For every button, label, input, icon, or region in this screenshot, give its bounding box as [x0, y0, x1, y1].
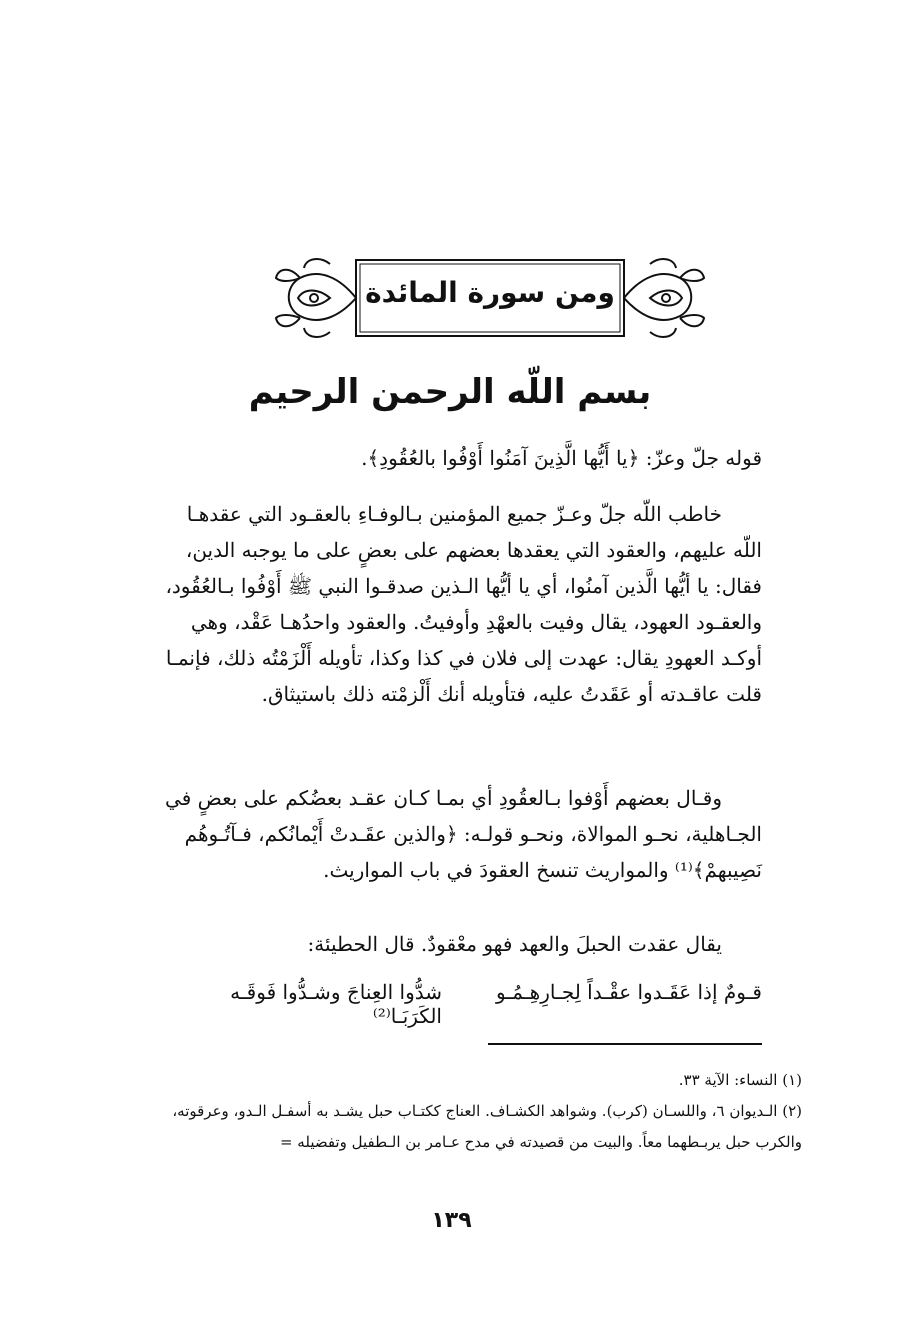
paragraph-verse-quote: قوله جلّ وعزّ: ﴿يا أَيُّها الَّذِينَ آمَنُوا أَوْفُوا بالعُقُودِ﴾.	[361, 446, 762, 470]
footnotes	[162, 1065, 802, 1158]
footnote-1: (١) النساء: الآية ٣٣.	[678, 1071, 802, 1089]
footnote-divider	[488, 1043, 762, 1045]
paragraph-other-opinion: وقـال بعضهم أَوْفوا بـالعقُودِ أي بمـا كـان عقـد بعضُكم على بعضٍ في الجـاهلية، نحـو الموالاة، ونحـو قولـه: ﴿والذين عقَـدتْ أَيْمانُكم، فـآتُـوهُم نَصِيبهمْ﴾⁽¹⁾ والمواريث تنسخ العقودَ في باب المواريث.	[165, 786, 762, 882]
page-number: ١٣٩	[431, 1208, 472, 1233]
chapter-title: ومن سورة المائدة	[365, 276, 615, 309]
paragraph-commentary: خاطب اللّه جلّ وعـزّ جميع المؤمنين بـالوفـاءِ بالعقـود التي عقدهـا اللّه عليهم، والعقود التي يعقدها بعضهم على بعضٍ على ما يوجبه الدين، فقال: يا أيُّها الَّذين آمنُوا، أي يا أيُّها الـذين صدقـوا النبي ﷺ أَوْفُوا بـالعُقُود، والعقـود العهود، يقال وفيت بالعهْدِ وأوفيتُ. والعقود واحدُهـا عَقْد، وهي أوكـد العهودِ يقال: عهدت إلى فلان في كذا وكذا، تأويله أَلْزَمْتُه ذلك، فإنمـا قلت عاقـدته أو عَقَدتُ عليه، فتأويله أنك أَلْزمْته ذلك باستيثاق.	[165, 502, 762, 706]
verse-second-hemistich: شدُّوا العِناجَ وشـدُّوا فَوقَـه الكَرَبَـا⁽²⁾	[230, 980, 442, 1028]
poetry-verse	[162, 980, 762, 1028]
paragraph-hutayah-intro: يقال عقدت الحبلَ والعهد فهو معْقودٌ. قال الحطيئة:	[307, 932, 722, 956]
footnote-2: (٢) الـديوان ٦، واللسـان (كرب). وشواهد الكشـاف. العناج ككتـاب حبل يشـد به أسفـل الـدو، وعرقوته، والكرب حبل يربـطهما معاً. والبيت من قصيدته في مدح عـامر بن الـطفيل وتفضيله =	[172, 1102, 802, 1151]
verse-first-hemistich: قـومٌ إذا عَقَـدوا عقْـداً لِجـارِهِـمُـو	[496, 980, 762, 1004]
chapter-title-frame	[270, 248, 710, 348]
basmala-heading: بسم اللّه الرحمن الرحيم	[248, 372, 652, 412]
